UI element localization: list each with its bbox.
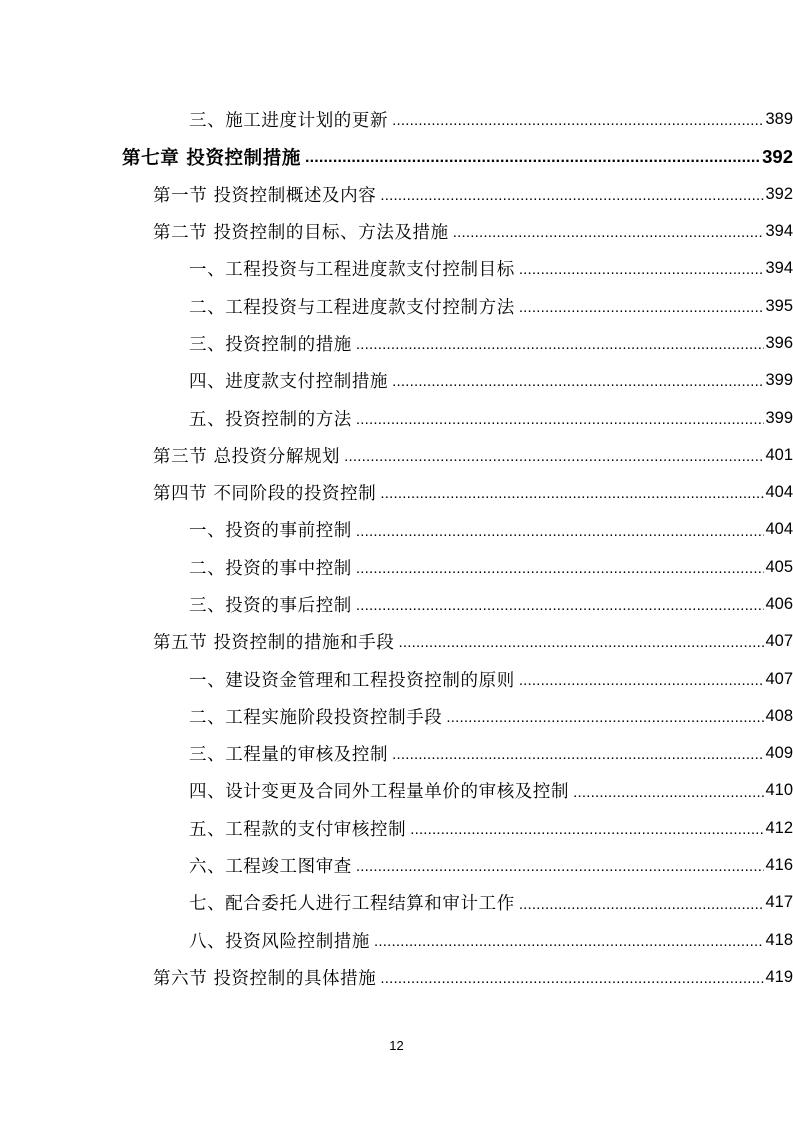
table-of-contents xyxy=(0,101,793,996)
toc-entry-line xyxy=(189,399,793,436)
toc-entry-page-number: 412 xyxy=(765,818,793,837)
toc-entry-title: 八、投资风险控制措施 xyxy=(189,931,370,952)
toc-entry-title: 一、投资的事前控制 xyxy=(189,521,352,542)
toc-entry[interactable] xyxy=(0,176,793,213)
dot-leader xyxy=(356,511,765,548)
dot-leader xyxy=(410,810,764,847)
dot-leader xyxy=(453,213,765,250)
toc-entry-line xyxy=(189,735,793,772)
toc-entry-line xyxy=(189,362,793,399)
toc-entry[interactable] xyxy=(0,437,793,474)
toc-entry-title: 第三节 总投资分解规划 xyxy=(153,446,341,467)
toc-entry[interactable] xyxy=(0,287,793,324)
toc-entry[interactable] xyxy=(0,474,793,511)
toc-entry-line xyxy=(189,101,793,138)
toc-entry-title: 三、投资控制的措施 xyxy=(189,334,352,355)
toc-entry-line xyxy=(189,922,793,959)
dot-leader xyxy=(356,325,765,362)
toc-entry-page-number: 410 xyxy=(765,781,793,800)
toc-entry-title: 第一节 投资控制概述及内容 xyxy=(153,185,377,206)
toc-entry-title: 六、工程竣工图审查 xyxy=(189,857,352,878)
toc-entry-page-number: 389 xyxy=(765,110,793,129)
toc-entry-line xyxy=(189,810,793,847)
toc-entry-line xyxy=(153,213,793,250)
toc-entry-line xyxy=(189,586,793,623)
dot-leader xyxy=(573,772,764,809)
toc-entry[interactable] xyxy=(0,735,793,772)
toc-entry-line xyxy=(189,549,793,586)
toc-entry[interactable] xyxy=(0,959,793,996)
toc-entry[interactable] xyxy=(0,511,793,548)
toc-entry[interactable] xyxy=(0,884,793,921)
toc-entry-line xyxy=(189,660,793,697)
toc-entry-title: 三、施工进度计划的更新 xyxy=(189,111,389,132)
toc-entry-page-number: 396 xyxy=(765,333,793,352)
toc-entry-line xyxy=(189,847,793,884)
toc-entry-line xyxy=(189,698,793,735)
dot-leader xyxy=(344,437,764,474)
toc-entry[interactable] xyxy=(0,138,793,175)
toc-entry-line xyxy=(189,250,793,287)
toc-entry-title: 四、进度款支付控制措施 xyxy=(189,372,389,393)
dot-leader xyxy=(392,362,764,399)
toc-entry-title: 三、投资的事后控制 xyxy=(189,596,352,616)
toc-entry[interactable] xyxy=(0,623,793,660)
toc-entry-title: 二、工程实施阶段投资控制手段 xyxy=(189,707,443,728)
toc-entry[interactable] xyxy=(0,549,793,586)
toc-entry-title: 第二节 投资控制的目标、方法及措施 xyxy=(153,223,449,244)
toc-entry[interactable] xyxy=(0,213,793,250)
toc-entry[interactable] xyxy=(0,362,793,399)
toc-entry-page-number: 407 xyxy=(765,632,793,651)
dot-leader xyxy=(519,884,765,921)
toc-entry[interactable] xyxy=(0,586,793,623)
toc-entry-page-number: 392 xyxy=(765,184,793,203)
page-number: 12 xyxy=(389,1038,404,1053)
toc-entry[interactable] xyxy=(0,399,793,436)
toc-entry-title: 七、配合委托人进行工程结算和审计工作 xyxy=(189,894,515,915)
toc-entry[interactable] xyxy=(0,660,793,697)
toc-entry-page-number: 407 xyxy=(765,669,793,688)
toc-entry-page-number: 394 xyxy=(765,222,793,241)
toc-entry-title: 第六节 投资控制的具体措施 xyxy=(153,968,377,989)
toc-entry-page-number: 399 xyxy=(765,371,793,390)
toc-entry-line xyxy=(153,437,793,474)
toc-entry-title: 第五节 投资控制的措施和手段 xyxy=(153,633,395,654)
toc-entry-page-number: 392 xyxy=(762,145,793,167)
toc-entry-page-number: 418 xyxy=(765,930,793,949)
dot-leader xyxy=(446,698,764,735)
dot-leader xyxy=(356,399,765,436)
toc-entry-page-number: 419 xyxy=(765,967,793,986)
toc-entry-page-number: 399 xyxy=(765,408,793,427)
dot-leader xyxy=(305,138,761,175)
toc-entry-title: 第四节 不同阶段的投资控制 xyxy=(153,484,377,505)
toc-entry-page-number: 417 xyxy=(765,893,793,912)
toc-entry-line xyxy=(189,511,793,548)
dot-leader xyxy=(380,474,764,511)
dot-leader xyxy=(398,623,764,660)
toc-entry-line xyxy=(189,325,793,362)
dot-leader xyxy=(356,549,765,586)
toc-entry[interactable] xyxy=(0,847,793,884)
dot-leader xyxy=(519,287,765,324)
toc-entry[interactable] xyxy=(0,325,793,362)
toc-entry-title: 二、投资的事中控制 xyxy=(189,558,352,579)
toc-entry-page-number: 405 xyxy=(765,557,793,576)
toc-entry-page-number: 404 xyxy=(765,520,793,539)
toc-entry[interactable] xyxy=(0,101,793,138)
toc-entry-title: 第七章 投资控制措施 xyxy=(122,147,301,169)
dot-leader xyxy=(380,959,764,996)
toc-entry[interactable] xyxy=(0,250,793,287)
toc-entry-line xyxy=(189,772,793,809)
toc-entry[interactable] xyxy=(0,772,793,809)
toc-entry-title: 三、工程量的审核及控制 xyxy=(189,745,389,766)
toc-entry[interactable] xyxy=(0,810,793,847)
toc-entry-page-number: 395 xyxy=(765,296,793,315)
dot-leader xyxy=(519,250,765,287)
toc-entry-title: 四、设计变更及合同外工程量单价的审核及控制 xyxy=(189,782,570,803)
dot-leader xyxy=(356,847,765,884)
dot-leader xyxy=(392,735,764,772)
dot-leader xyxy=(356,586,765,623)
toc-entry-line xyxy=(153,474,793,511)
toc-entry-title: 一、建设资金管理和工程投资控制的原则 xyxy=(189,670,515,691)
toc-entry-line xyxy=(189,287,793,324)
toc-entry-line xyxy=(153,959,793,996)
toc-entry-page-number: 408 xyxy=(765,706,793,725)
toc-entry-line xyxy=(153,176,793,213)
toc-entry-page-number: 409 xyxy=(765,744,793,763)
toc-entry[interactable] xyxy=(0,698,793,735)
toc-entry-line xyxy=(153,623,793,660)
toc-entry-title: 五、工程款的支付审核控制 xyxy=(189,819,407,840)
toc-entry-title: 一、工程投资与工程进度款支付控制目标 xyxy=(189,260,515,281)
toc-entry[interactable] xyxy=(0,922,793,959)
toc-entry-title: 五、投资控制的方法 xyxy=(189,409,352,430)
toc-entry-line xyxy=(122,138,793,175)
toc-entry-line xyxy=(189,884,793,921)
toc-entry-page-number: 406 xyxy=(765,595,793,613)
dot-leader xyxy=(519,660,765,697)
toc-entry-page-number: 394 xyxy=(765,259,793,278)
toc-entry-page-number: 416 xyxy=(765,856,793,875)
dot-leader xyxy=(380,176,764,213)
dot-leader xyxy=(392,101,764,138)
toc-entry-page-number: 401 xyxy=(765,445,793,464)
dot-leader xyxy=(374,922,764,959)
toc-entry-page-number: 404 xyxy=(765,483,793,502)
toc-entry-title: 二、工程投资与工程进度款支付控制方法 xyxy=(189,297,515,318)
